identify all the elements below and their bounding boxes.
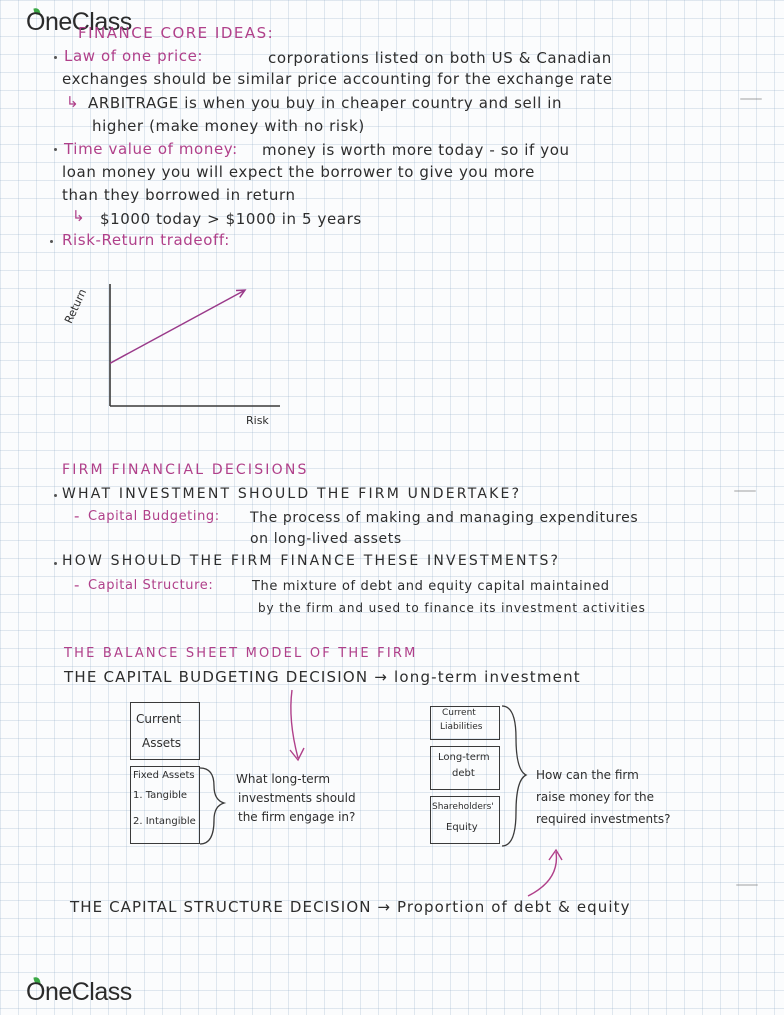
question: WHAT INVESTMENT SHOULD THE FIRM UNDERTAKE?	[62, 486, 522, 502]
section-heading: FINANCE CORE IDEAS:	[78, 24, 275, 42]
page-smudge	[734, 490, 756, 492]
note-text: money is worth more today - so if you	[262, 141, 570, 159]
arrow-icon: ↳	[72, 207, 86, 225]
section-heading: FIRM FINANCIAL DECISIONS	[62, 462, 309, 478]
box-label: Current	[136, 712, 182, 726]
left-note: investments should	[238, 791, 356, 805]
box-label: Assets	[142, 736, 182, 750]
left-note: What long-term	[236, 772, 331, 786]
section-heading: THE BALANCE SHEET MODEL OF THE FIRM	[64, 646, 418, 661]
box-label: Current	[442, 708, 476, 718]
term-time-value-of-money: Time value of money:	[64, 140, 238, 158]
page-smudge	[740, 98, 762, 100]
left-brace	[200, 768, 224, 844]
term-capital-budgeting: Capital Budgeting:	[88, 509, 220, 524]
term-law-of-one-price: Law of one price:	[64, 47, 204, 65]
box-label: 2. Intangible	[133, 816, 196, 827]
oneclass-logo-top: OneClass	[26, 8, 132, 36]
note-text: ARBITRAGE is when you buy in cheaper country and sell in	[88, 94, 563, 112]
note-text: corporations listed on both US & Canadian	[268, 49, 612, 67]
term-risk-return: Risk-Return tradeoff:	[62, 231, 230, 249]
capital-structure-decision: THE CAPITAL STRUCTURE DECISION → Proportion of debt & equity	[70, 898, 631, 916]
note-text: loan money you will expect the borrower to give you more	[62, 163, 535, 181]
note-text: on long-lived assets	[250, 531, 402, 547]
right-brace	[502, 706, 526, 846]
right-note: required investments?	[536, 812, 671, 826]
y-axis-label: Return	[62, 286, 90, 326]
note-text: The process of making and managing expenditures	[250, 510, 639, 526]
box-label: 1. Tangible	[133, 790, 188, 801]
pink-arrow-down	[291, 690, 298, 758]
note-text: $1000 today > $1000 in 5 years	[100, 210, 362, 228]
oneclass-logo-bottom: OneClass	[26, 978, 132, 1006]
right-note: How can the firm	[536, 768, 639, 782]
pink-arrow-up	[528, 852, 556, 896]
note-text: The mixture of debt and equity capital maintained	[252, 579, 610, 594]
note-text: higher (make money with no risk)	[92, 117, 365, 135]
arrow-icon: ↳	[66, 93, 80, 111]
box-label: Fixed Assets	[133, 770, 195, 781]
right-note: raise money for the	[536, 790, 655, 804]
pink-arrowhead	[549, 850, 562, 860]
note-text: than they borrowed in return	[62, 186, 296, 204]
box-label: Shareholders'	[432, 802, 494, 812]
left-note: the firm engage in?	[238, 810, 356, 824]
box-label: debt	[452, 768, 475, 779]
question: HOW SHOULD THE FIRM FINANCE THESE INVESTMENTS?	[62, 553, 561, 569]
note-text: by the firm and used to finance its investment activities	[258, 601, 646, 615]
term-capital-structure: Capital Structure:	[88, 578, 214, 593]
capital-budgeting-decision: THE CAPITAL BUDGETING DECISION → long-term investment	[64, 668, 581, 686]
box-label: Equity	[446, 822, 478, 833]
box-label: Long-term	[438, 752, 490, 763]
x-axis-label: Risk	[246, 414, 269, 427]
note-text: exchanges should be similar price accounting for the exchange rate	[62, 70, 613, 88]
page-smudge	[736, 884, 758, 886]
box-label: Liabilities	[440, 722, 483, 732]
